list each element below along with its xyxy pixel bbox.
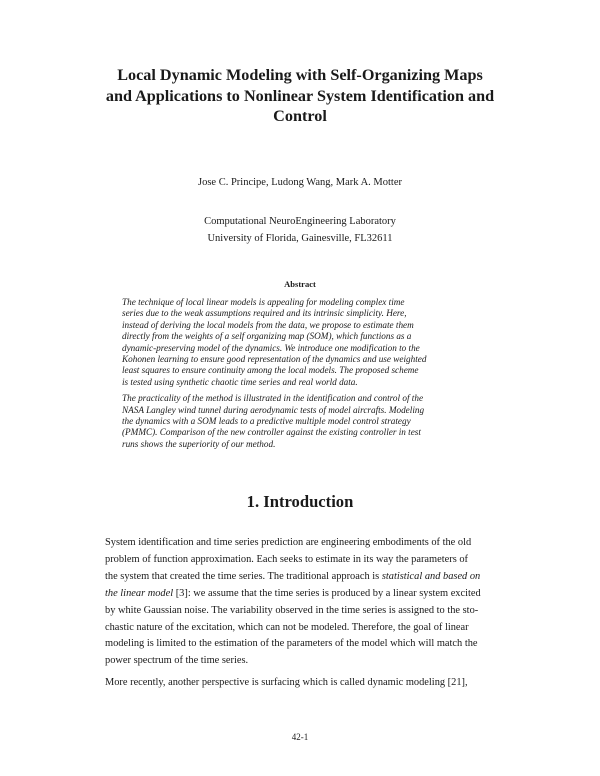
- page-number: 42-1: [291, 732, 309, 742]
- affiliation-line: University of Florida, Gainesville, FL32611: [207, 232, 393, 244]
- body-line: [105, 569, 525, 586]
- body-paragraph: [105, 535, 525, 670]
- abstract-line: instead of deriving the local models from the data, we propose to estimate them: [122, 319, 414, 330]
- abstract-line: dynamic-preserving model of the dynamics. We introduce one modification to the: [122, 342, 420, 353]
- title-line: and Applications to Nonlinear System Identification and: [105, 86, 495, 105]
- abstract-line: is tested using synthetic chaotic time series and real world data.: [122, 376, 358, 387]
- section-heading: 1. Introduction: [246, 492, 354, 511]
- abstract-line: (PMMC). Comparison of the new controller against the existing controller in test: [122, 427, 421, 438]
- abstract-line: NASA Langley wind tunnel during aerodynamic tests of model aircrafts. Modeling: [122, 404, 425, 415]
- body-line: [105, 586, 525, 603]
- abstract-line: least squares to ensure continuity among the local models. The proposed scheme: [122, 365, 419, 376]
- body-line: by white Gaussian noise. The variability observed in the time series is assigned to the sto-: [105, 604, 479, 616]
- title-line: Local Dynamic Modeling with Self-Organizing Maps: [117, 66, 483, 84]
- abstract-line: runs shows the superiority of our method.: [122, 438, 276, 449]
- emphasis-text: the linear model: [105, 587, 174, 599]
- body-line: System identification and time series prediction are engineering embodiments of the old: [105, 537, 472, 548]
- abstract-heading: Abstract: [284, 279, 316, 289]
- body-line: power spectrum of the time series.: [105, 655, 249, 667]
- body-line: problem of function approximation. Each seeks to estimate in its way the parameters of: [105, 553, 468, 565]
- abstract-paragraph: [122, 393, 486, 450]
- abstract-line: series due to the weak assumptions required and its intrinsic simplicity. Here,: [122, 308, 407, 319]
- body-line: More recently, another perspective is surfacing which is called dynamic modeling [21],: [105, 677, 468, 689]
- abstract-paragraph: [122, 297, 486, 388]
- title-line: Control: [273, 107, 327, 125]
- abstract-body: [122, 297, 486, 455]
- abstract-line: The practicality of the method is illustrated in the identification and control of the: [122, 393, 424, 404]
- body-text-run: the system that created the time series. The traditional approach is: [105, 570, 382, 582]
- abstract-line: Kohonen learning to ensure good representation of the dynamics and use weighted: [122, 354, 427, 365]
- body-text: [105, 535, 525, 697]
- body-line: chastic nature of the excitation, which can not be modeled. Therefore, the goal of linear: [105, 621, 469, 633]
- abstract-line: The technique of local linear models is appealing for modeling complex time: [122, 297, 405, 307]
- emphasis-text: statistical and based on: [381, 570, 481, 582]
- body-text-run: [3]: we assume that the time series is produced by a linear system excited: [173, 587, 481, 599]
- affiliation-line: Computational NeuroEngineering Laboratory: [204, 216, 396, 227]
- body-paragraph: [105, 675, 525, 692]
- affiliation: [0, 214, 600, 247]
- paper-title: [60, 65, 540, 127]
- body-line: modeling is limited to the estimation of the parameters of the model which will match the: [105, 638, 478, 650]
- abstract-line: the dynamics with a SOM leads to a predictive multiple model control strategy: [122, 416, 411, 427]
- abstract-line: directly from the weights of a self organizing map (SOM), which functions as a: [122, 331, 412, 342]
- author-list: Jose C. Principe, Ludong Wang, Mark A. Motter: [198, 177, 402, 188]
